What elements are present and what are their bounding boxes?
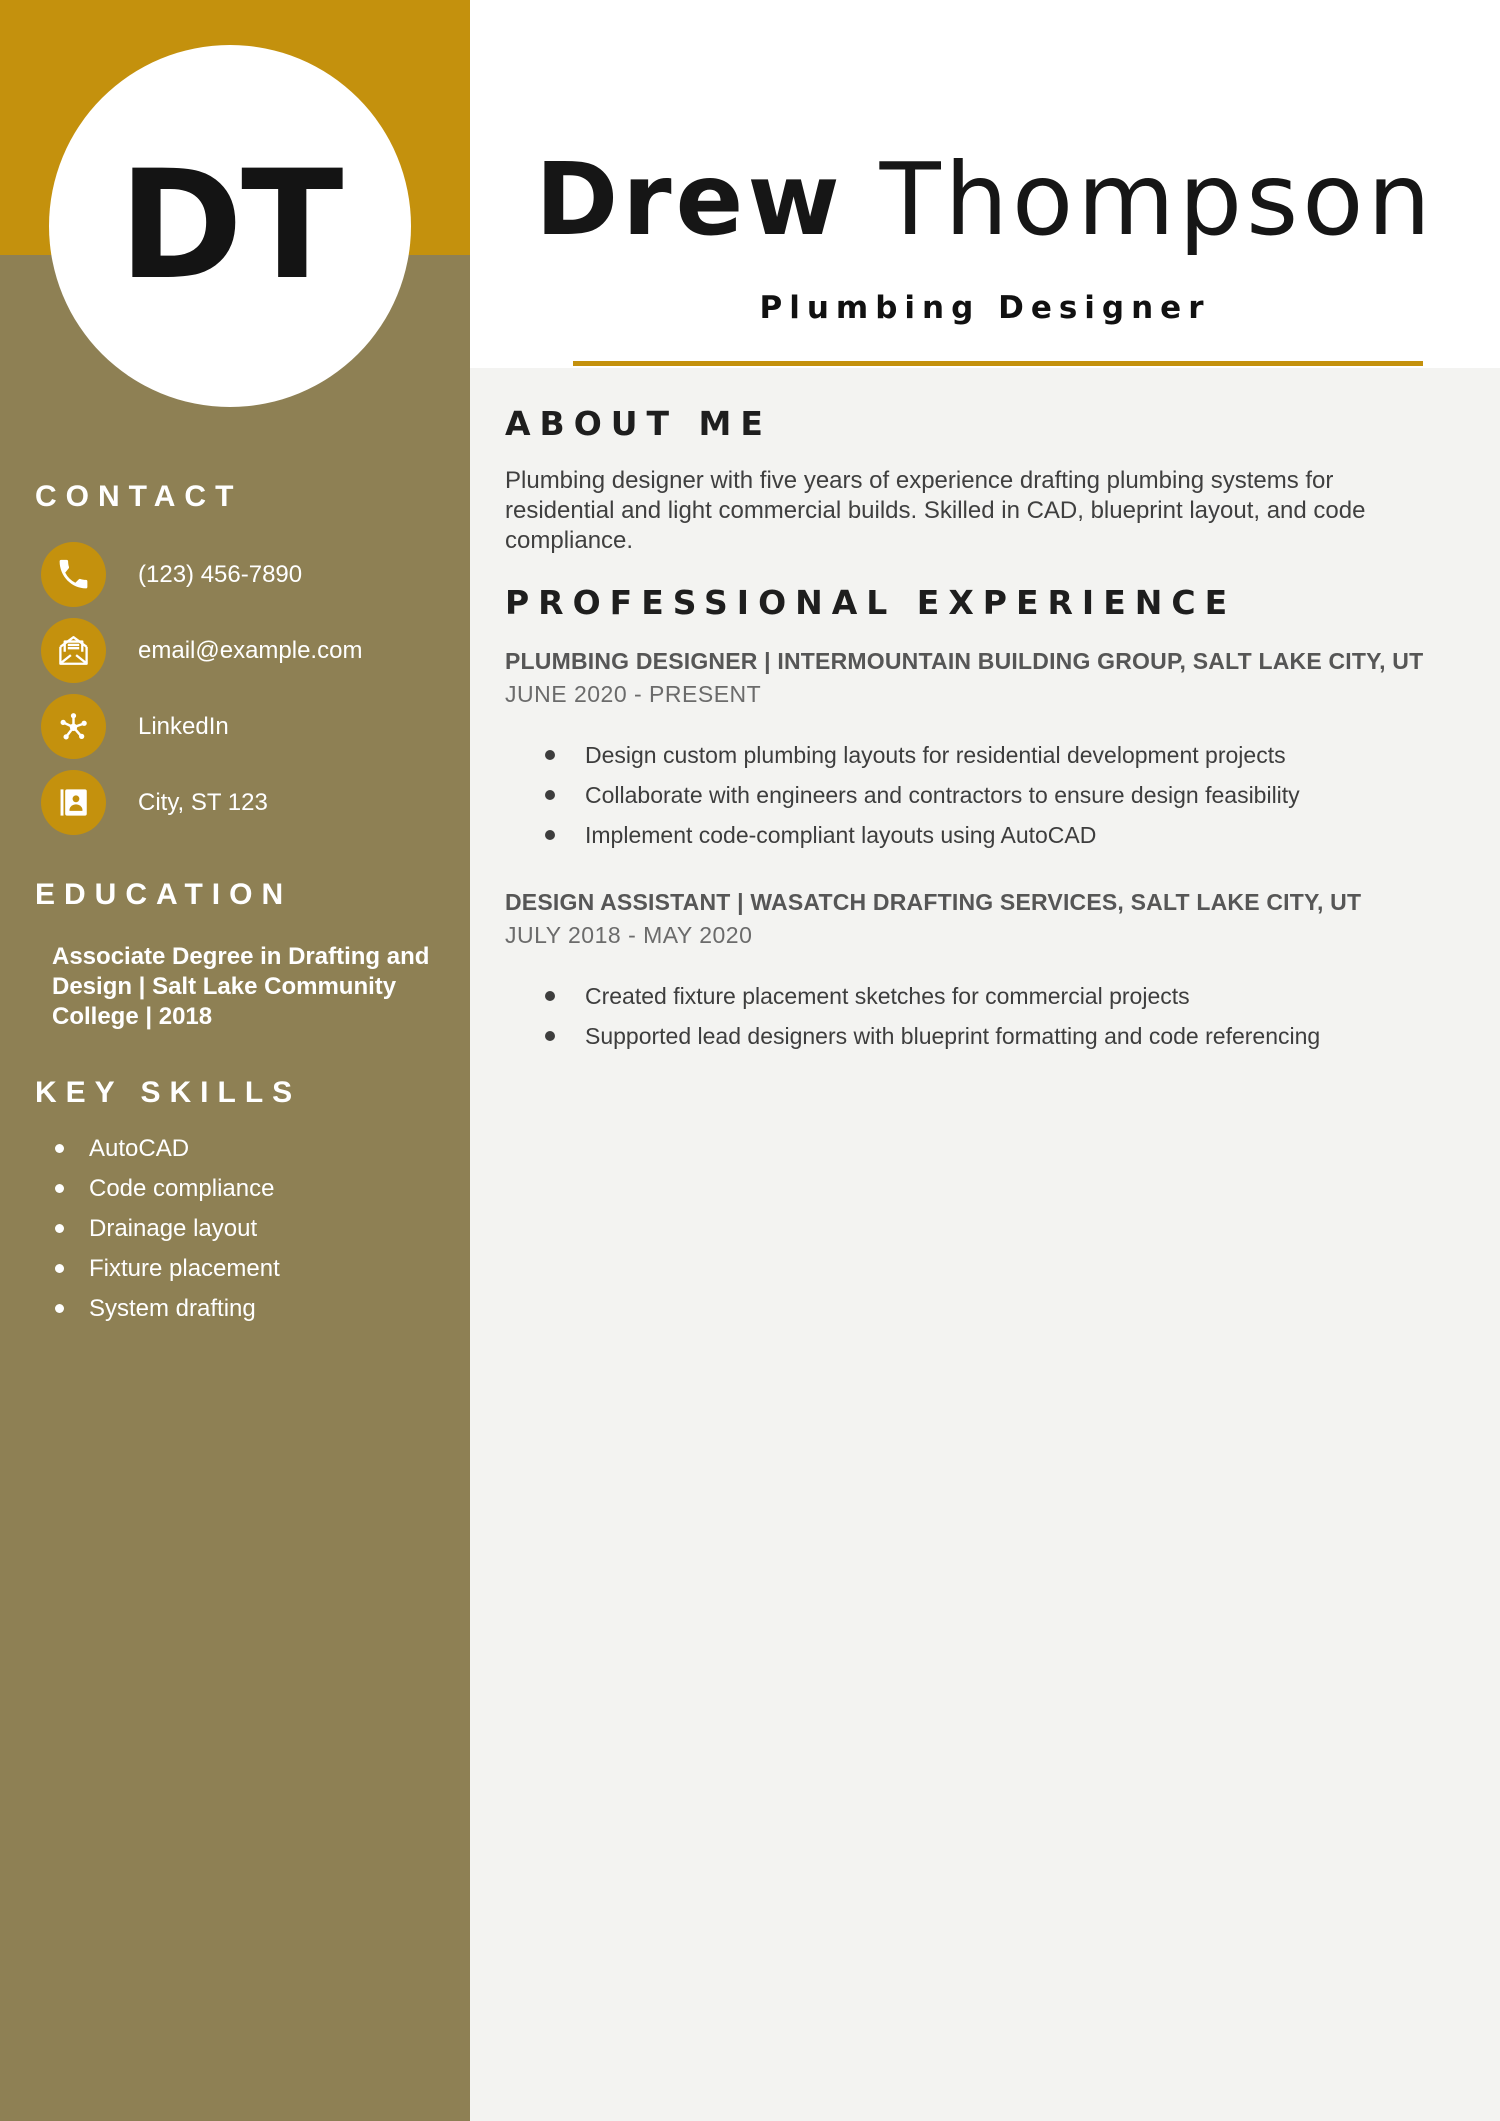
last-name: Thompson xyxy=(879,141,1435,258)
header xyxy=(470,0,1500,368)
contact-list xyxy=(41,542,362,846)
job-entry xyxy=(505,648,1445,847)
education-text: Associate Degree in Drafting and Design | Salt Lake Community College | 2018 xyxy=(52,943,430,1030)
skills-section-title: KEY SKILLS xyxy=(35,1076,302,1109)
phone-icon xyxy=(41,542,106,607)
first-name: Drew xyxy=(535,141,844,258)
avatar xyxy=(49,45,411,407)
job-bullet: Supported lead designers with blueprint formatting and code referencing xyxy=(505,1025,1445,1048)
job-bullet: Design custom plumbing layouts for residential development projects xyxy=(505,744,1445,767)
skill-item: Code compliance xyxy=(55,1177,280,1200)
job-heading: PLUMBING DESIGNER | INTERMOUNTAIN BUILDING GROUP, SALT LAKE CITY, UT xyxy=(505,648,1424,674)
job-title: Plumbing Designer xyxy=(759,290,1211,326)
contact-row-linkedin[interactable] xyxy=(41,694,362,759)
job-bullet: Created fixture placement sketches for commercial projects xyxy=(505,985,1445,1008)
person-name xyxy=(470,141,1500,258)
experience-title: PROFESSIONAL EXPERIENCE xyxy=(505,583,1237,622)
job-entry xyxy=(505,889,1445,1048)
linkedin-icon xyxy=(41,694,106,759)
linkedin-label: LinkedIn xyxy=(138,712,229,740)
sidebar xyxy=(0,0,470,2121)
contact-row-phone[interactable] xyxy=(41,542,362,607)
gold-divider xyxy=(573,361,1423,366)
skill-item: AutoCAD xyxy=(55,1137,280,1160)
job-bullet: Collaborate with engineers and contractors to ensure design feasibility xyxy=(505,784,1445,807)
skill-item: System drafting xyxy=(55,1297,280,1320)
main-content xyxy=(470,368,1500,2121)
job-bullet-list xyxy=(505,985,1445,1048)
skills-list xyxy=(55,1137,280,1337)
job-bullet: Implement code-compliant layouts using AutoCAD xyxy=(505,824,1445,847)
job-heading: DESIGN ASSISTANT | WASATCH DRAFTING SERVICES, SALT LAKE CITY, UT xyxy=(505,889,1362,915)
job-dates: JUNE 2020 - PRESENT xyxy=(505,681,762,707)
contact-row-address[interactable] xyxy=(41,770,362,835)
email-label: email@example.com xyxy=(138,636,363,664)
contact-section-title: CONTACT xyxy=(35,480,243,513)
contact-row-email[interactable] xyxy=(41,618,362,683)
skill-item: Drainage layout xyxy=(55,1217,280,1240)
address-label: City, ST 123 xyxy=(138,788,268,816)
about-title: ABOUT ME xyxy=(505,404,772,443)
about-text: Plumbing designer with five years of experience drafting plumbing systems for residential and light commercial builds. Skilled in CAD, blueprint layout, and code compliance. xyxy=(505,467,1366,554)
job-dates: JULY 2018 - MAY 2020 xyxy=(505,922,753,948)
skill-item: Fixture placement xyxy=(55,1257,280,1280)
phone-label: (123) 456-7890 xyxy=(138,560,303,588)
email-icon xyxy=(41,618,106,683)
address-card-icon xyxy=(41,770,106,835)
education-section-title: EDUCATION xyxy=(35,878,293,911)
job-bullet-list xyxy=(505,744,1445,847)
avatar-monogram: DT xyxy=(118,139,342,313)
